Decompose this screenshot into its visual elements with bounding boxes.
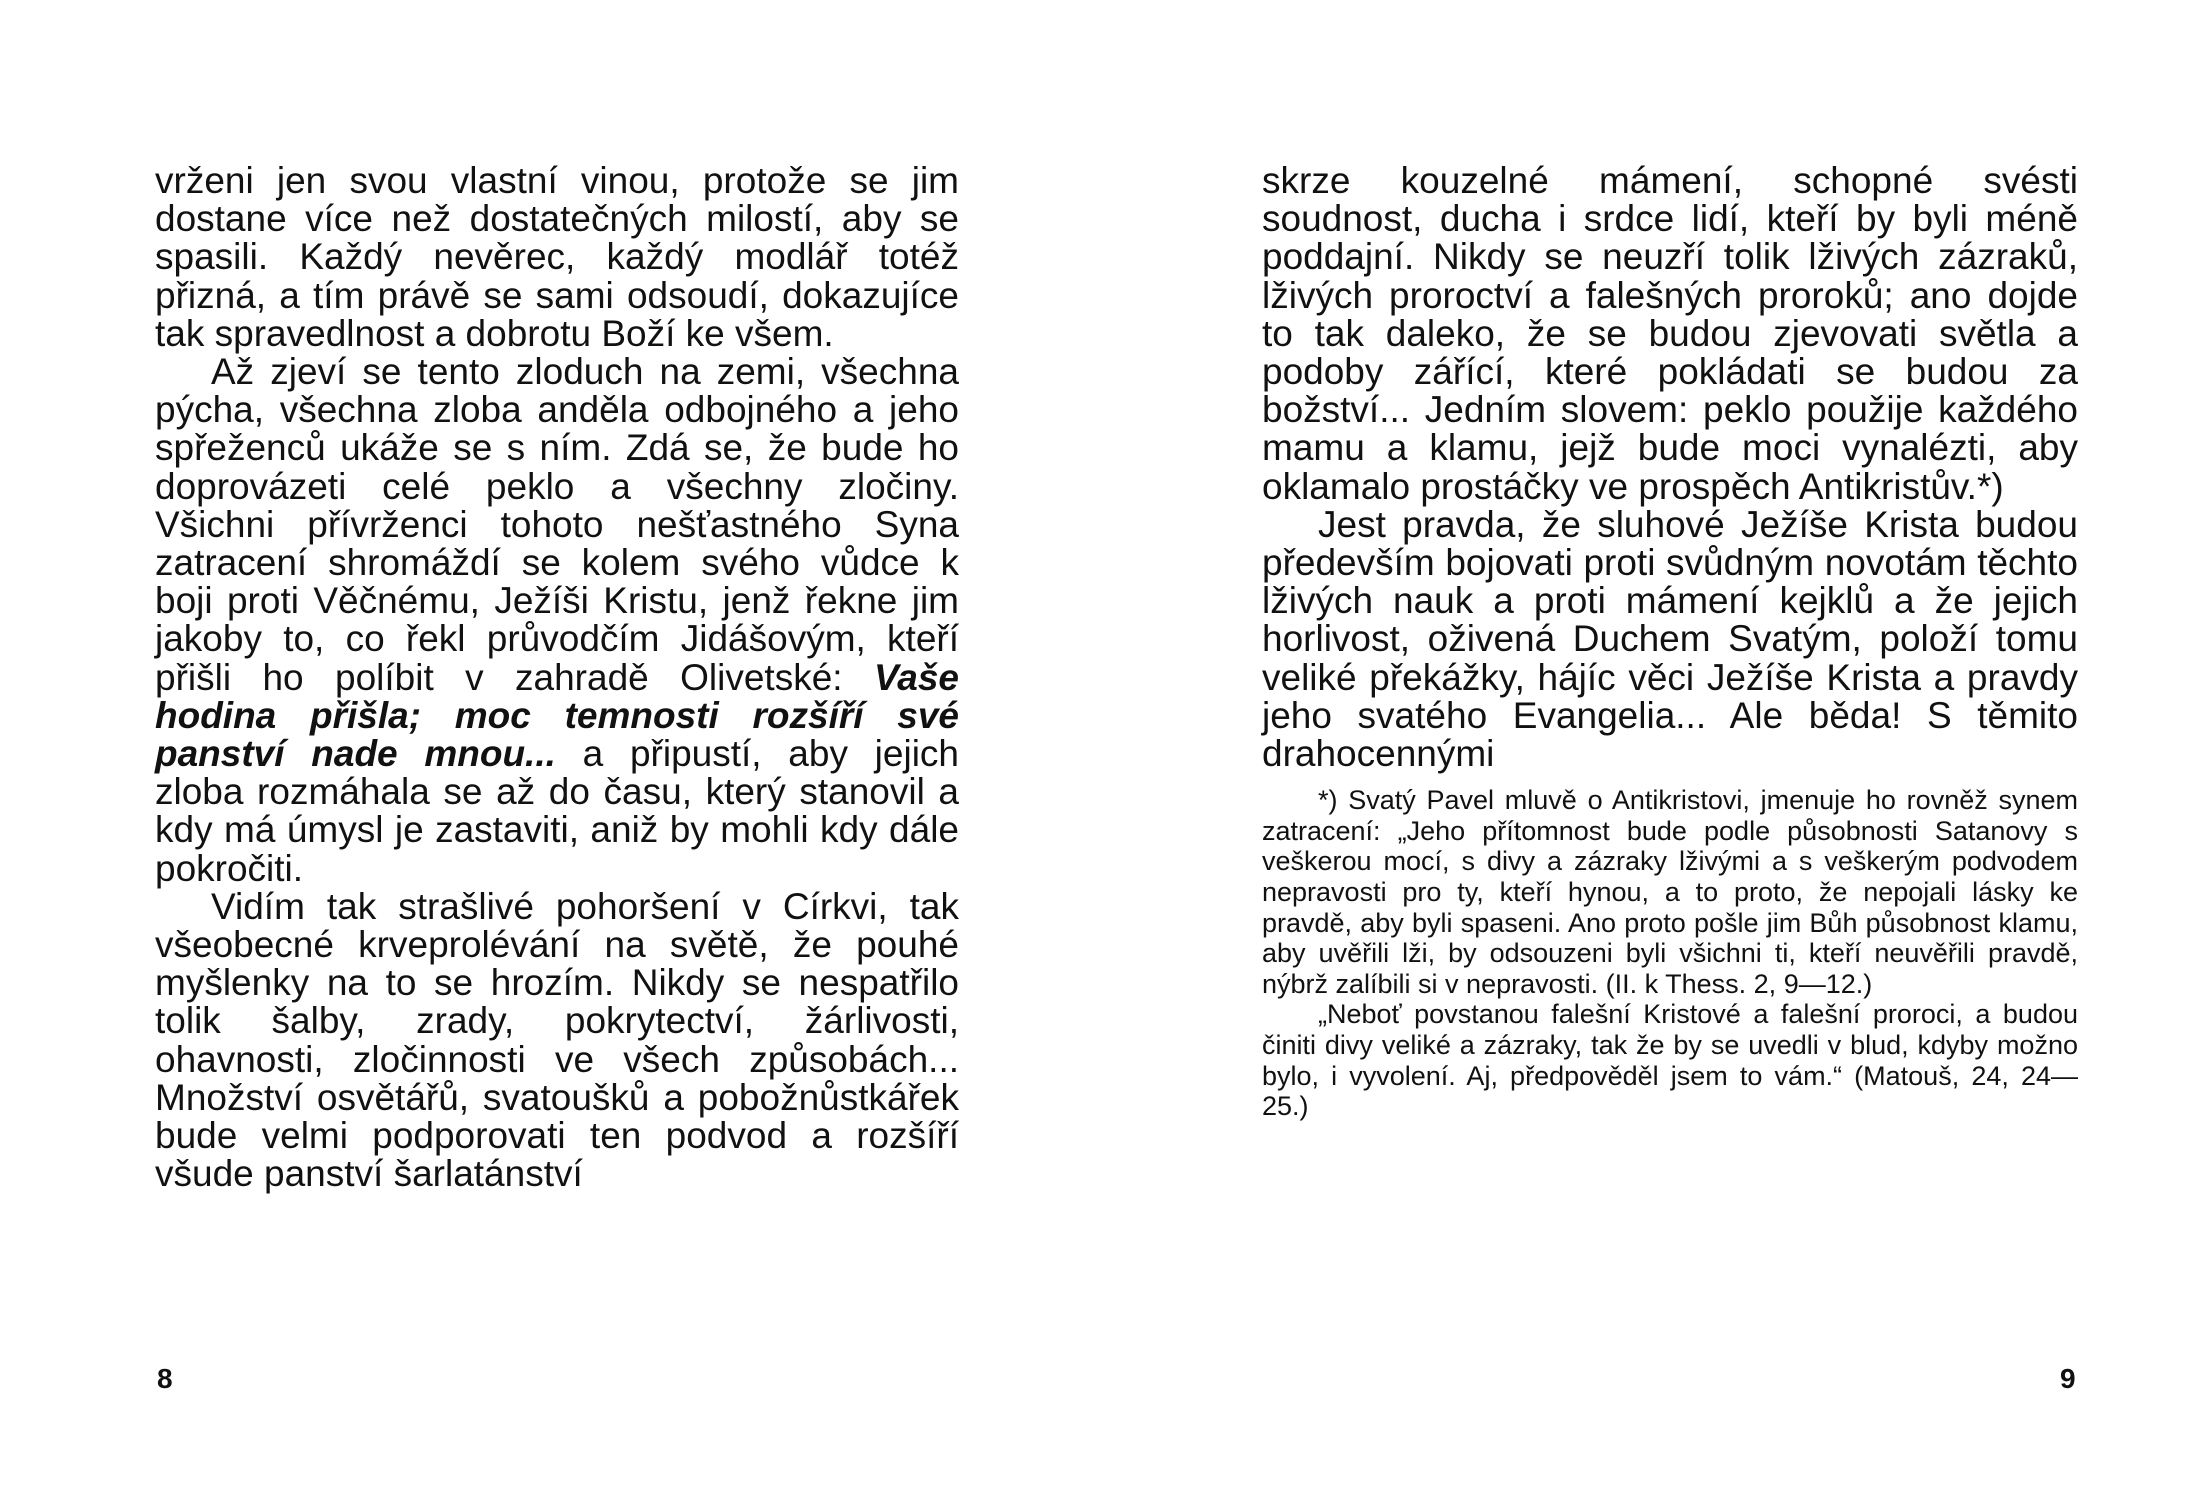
paragraph: skrze kouzelné mámení, schopné svésti soudnost, ducha i srdce lidí, kteří by byli méně poddajní. Nikdy se neuzří tolik lživých zázraků, lživých proroctví a falešných proroků; ano dojde to tak daleko, že se budou zjevovati světla a podoby zářící, které pokládati se budou za božství... Jedním slovem: peklo použije každého mamu a klamu, jejž bude moci vynalézti, aby oklamalo prostáčky ve prospěch Antikristův.*) <box>1262 160 2078 507</box>
paragraph-text: Až zjeví se tento zloduch na zemi, všechna pýcha, všechna zloba anděla odbojného a jeho spřeženců ukáže se s ním. Zdá se, že bude ho doprovázeti celé peklo a všechny zločiny. Všichni přívrženci tohoto nešťastného Syna zatracení shromáždí se kolem svého vůdce k boji proti Věčnému, Ježíši Kristu, jenž řekne jim jakoby to, co řekl průvodčím Jidášovým, kteří přišli ho políbit v zahradě Olivetské: <box>155 351 959 698</box>
footnote: „Neboť povstanou falešní Kristové a falešní proroci, a budou činiti divy veliké a zázraky, tak že by se uvedli v blud, kdyby možno bylo, i vyvolení. Aj, předpověděl jsem to vám.“ (Matouš, 24, 24—25.) <box>1262 999 2078 1122</box>
paragraph: Jest pravda, že sluhové Ježíše Krista budou především bojovati proti svůdným novotám těchto lživých nauk a proti mámení kejklů a že jejich horlivost, oživená Duchem Svatým, položí tomu veliké překážky, hájíc věci Ježíše Krista a pravdy jeho svatého Evangelia... Ale běda! S těmito drahocennými <box>1262 503 2078 775</box>
emphasized-quote: Vaše hodina přišla; moc temnosti rozšíří své panství nade mnou... <box>155 656 960 775</box>
paragraph: vrženi jen svou vlastní vinou, protože se jim dostane více než dostatečných milostí, aby se spasili. Každý nevěrec, každý modlář totéž přizná, a tím právě se sami odsoudí, dokazujíce tak spravedlnost a dobrotu Boží ke všem. <box>155 160 959 354</box>
page-number: 8 <box>157 1363 173 1394</box>
left-page-body <box>155 162 959 1193</box>
page-number: 9 <box>2060 1363 2076 1394</box>
right-page <box>1106 0 2212 1500</box>
paragraph <box>155 353 959 888</box>
footnote-block <box>1262 785 2078 1122</box>
paragraph-text: a připustí, aby jejich zloba rozmáhala se až do času, který stanovil a kdy má úmysl je zastaviti, aniž by mohli kdy dále pokročiti. <box>155 733 959 889</box>
paragraph: Vidím tak strašlivé pohoršení v Církvi, tak všeobecné krveprolévání na světě, že pouhé myšlenky na to se hrozím. Nikdy se nespatřilo tolik šalby, zrady, pokrytectví, žárlivosti, ohavnosti, zločinnosti ve všech způsobách... Množství osvětářů, svatoušků a pobožnůstkářek bude velmi podporovati ten podvod a rozšíří všude panství šarlatánství <box>155 885 959 1195</box>
right-page-body <box>1262 162 2078 1122</box>
footnote: *) Svatý Pavel mluvě o Antikristovi, jmenuje ho rovněž synem zatracení: „Jeho přítomnost bude podle působnosti Satanovy s veškerou mocí, s divy a zázraky lživými a s veškerým podvodem nepravosti pro ty, kteří hynou, a to proto, že nepojali lásky ke pravdě, aby byli spaseni. Ano proto pošle jim Bůh působnost klamu, aby uvěřili lži, by odsouzeni byli všichni ti, kteří neuvěřili pravdě, nýbrž zalíbili si v nepravosti. (II. k Thess. 2, 9—12.) <box>1262 785 2078 999</box>
